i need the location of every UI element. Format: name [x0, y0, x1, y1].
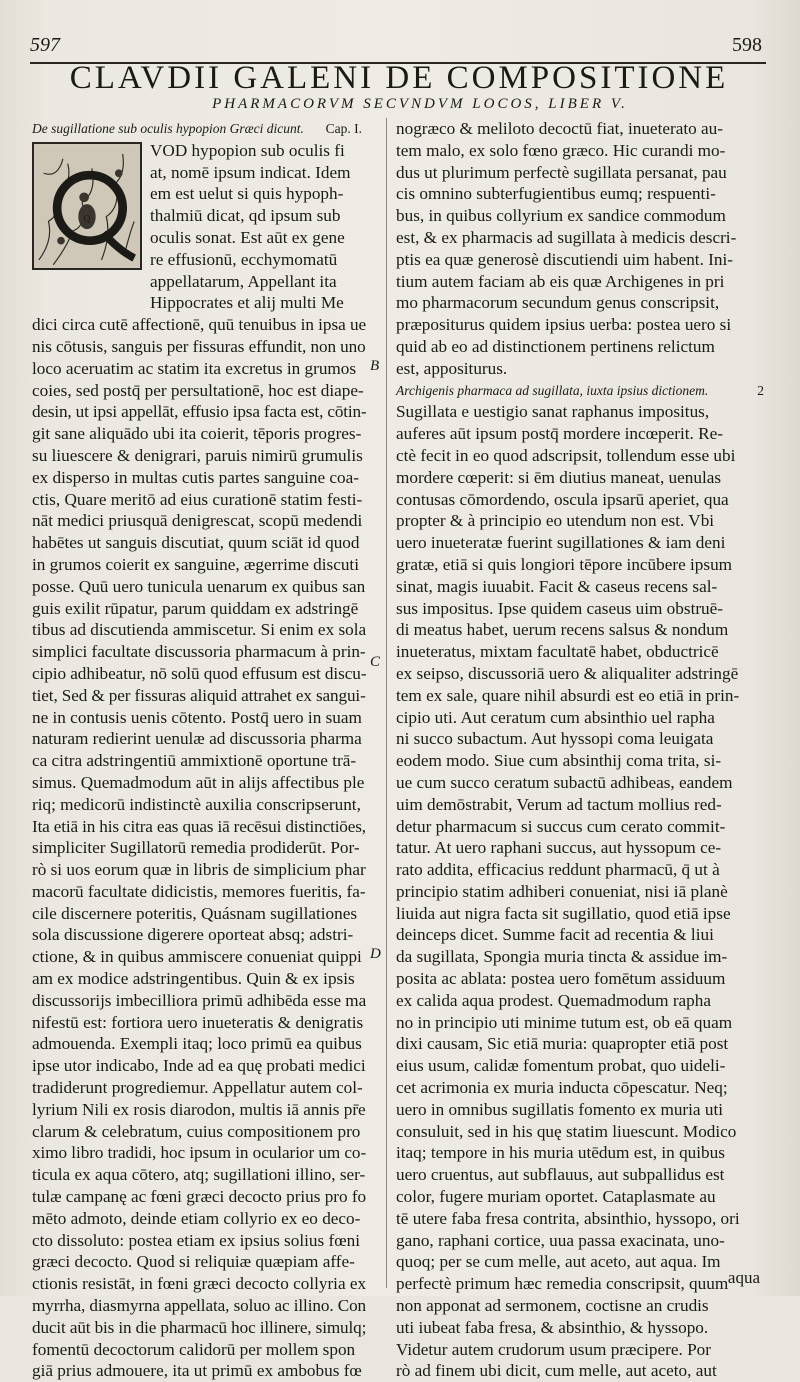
text-line: uero cruentus, aut subflauus, aut subpallidus est: [396, 1165, 725, 1185]
text-line: consuluit, sed in his quę statim liuescunt. Modico: [396, 1121, 737, 1141]
text-line: uim demōstrabit, Verum ad tactum mollius red-: [396, 794, 722, 814]
text-line: clarum & celebratum, cuius compositionem pro: [32, 1121, 361, 1141]
text-line: ducit aūt bis in die pharmacū hoc illinere, simulq;: [32, 1317, 366, 1337]
text-line: ex seipso, discussoriā uero & aliqualiter adstringē: [396, 663, 739, 683]
left-page-number: 597: [30, 34, 60, 56]
column-divider: [386, 118, 387, 1288]
text-line: cis omnino subterfugientibus eumq; respuenti-: [396, 184, 716, 204]
text-line: tē utere faba fresa contrita, absinthio, hyssopo, ori: [396, 1208, 740, 1228]
text-line: da sugillata, Spongia muria tincta & assidue im-: [396, 947, 728, 967]
text-line: oculis sonat. Est aūt ex gene: [150, 227, 345, 247]
text-line: sus impositus. Ipse quidem caseus uim obstruē-: [396, 598, 724, 618]
text-line: uero inueteratæ fuerint sugillationes & iam deni: [396, 533, 726, 553]
text-line: cto dissoluto: postea etiam ex ipsius solius fœni: [32, 1230, 360, 1250]
text-line: dixi causam, Sic etiā muria: quapropter etiā post: [396, 1034, 729, 1054]
text-line: ne in contusis uenis cōtento. Postq̄ uero in suam: [32, 707, 362, 727]
text-line: appellatarum, Appellant ita: [150, 271, 337, 291]
text-line: coies, sed postq̄ per persultationē, hoc est diape-: [32, 380, 364, 400]
text-line: guis exilit rūpatur, parum quiddam ex adstringē: [32, 598, 359, 618]
text-line: quid ab eo ad distinctionem pertinens relictum: [396, 336, 715, 356]
text-line: cipio uti. Aut ceratum cum absinthio uel rapha: [396, 707, 715, 727]
text-line: gratæ, etiā si quis longiori tēpore incūbere ipsum: [396, 554, 733, 574]
text-line: eodem modo. Siue cum absinthij coma trita, si-: [396, 751, 722, 771]
text-line: uti iubeat faba fresa, & absinthio, & hyssopo.: [396, 1317, 709, 1337]
text-line: non apponat ad sermonem, coctisne an crudis: [396, 1296, 709, 1316]
section-rubric: [396, 380, 768, 402]
text-line: simus. Quemadmodum aūt in alijs affectibus ple: [32, 772, 365, 792]
text-line: desin, ut ipsi appellāt, effusio ipsa facta est, cōtin-: [32, 402, 366, 422]
text-line: simplici facultate discussoria pharmacum à prin-: [32, 642, 366, 662]
text-line: Sugillata e uestigio sanat raphanus impositus,: [396, 402, 710, 422]
text-line: deinceps dicet. Summe facit ad recentia & liui: [396, 925, 714, 945]
text-line: ex calida aqua prodest. Quemadmodum rapha: [396, 990, 711, 1010]
text-line: nifestū est: fortiora uero inueteratis & denigratis: [32, 1012, 364, 1032]
text-line: detur pharmacum si succus cum cerato commit-: [396, 816, 726, 836]
text-line: re effusionū, ecchymomatū: [150, 249, 338, 269]
text-line: am ex modice adstringentibus. Quin & ex ipsis: [32, 969, 355, 989]
text-line: ipse utor indicabo, Inde ad ea quę probati medici: [32, 1056, 366, 1076]
text-line: ctè fecit in eo quod adscripsit, tollendum esse ubi: [396, 445, 736, 465]
text-line: cipio adhibeatur, nō solū quod effusum est discu-: [32, 663, 366, 683]
text-line: naturam redierint uenulæ ad discussoria pharma: [32, 729, 362, 749]
text-line: bus, in quibus collyrium ex sandice commodum: [396, 206, 726, 226]
book-subtitle: PHARMACORVM SECVNDVM LOCOS, LIBER V.: [212, 96, 628, 112]
text-line: cile discernere poteritis, Quásnam sugillationes: [32, 903, 358, 923]
text-line: VOD hypopion sub oculis fi: [150, 140, 345, 160]
text-line: ex disperso in multas cutis partes sanguine coa-: [32, 467, 359, 487]
text-line: in grumos coierit ex sanguine, ægerrime discuti: [32, 554, 359, 574]
text-line: sola discussione digerere oporteat absq; adstri-: [32, 925, 354, 945]
text-line: nogræco & meliloto decoctū fiat, inueterato au-: [396, 119, 723, 138]
text-line: admouenda. Exempli itaq; loco primū ea quibus: [32, 1034, 362, 1054]
text-line: ctionis resistāt, in fœni græci decocto collyria ex: [32, 1274, 366, 1294]
left-column: [32, 118, 366, 1382]
text-line: lyrium Nili ex rosis diarodon, multis iā annis pr̄e: [32, 1099, 366, 1119]
text-line: mo pharmacorum secundum genus conscripsit,: [396, 293, 720, 313]
text-line: fomentū decoctorum calidorū per mollem spon: [32, 1339, 356, 1359]
right-body-lines-a: [396, 118, 768, 380]
text-line: myrrha, diasmyrna appellata, soluo ac illino. Con: [32, 1296, 366, 1316]
text-line: tem malo, ex solo fœno græco. Hic curandi mo-: [396, 140, 726, 160]
catchword: aqua: [727, 1268, 760, 1287]
right-column: [396, 118, 768, 1382]
text-line: tem ex sale, quare nihil absurdi est eo etiā in prin-: [396, 685, 740, 705]
text-line: mēto admoto, deinde etiam collyrio ex eo deco-: [32, 1208, 361, 1228]
text-line: tulæ campanę ac fœni græci decocto prius pro fo: [32, 1187, 366, 1207]
text-line: at, nomē ipsum indicat. Idem: [150, 162, 351, 182]
text-line: perfectè primum hæc remedia conscripsit, quum: [396, 1274, 729, 1294]
text-line: græci decocto. Quod si reliquiæ quæpiam affe-: [32, 1252, 355, 1272]
text-line: em est uelut si quis hypoph-: [150, 184, 344, 204]
text-line: est, & ex pharmacis ad sugillata à medicis descri-: [396, 227, 737, 247]
svg-text:Q: Q: [83, 213, 91, 225]
margin-letter-c: C: [370, 654, 381, 670]
text-line: rato addita, efficacius reddunt pharmacū, q̄ ut à: [396, 860, 720, 880]
text-line: habētes ut sanguis discutiat, quum sciāt id quod: [32, 533, 360, 553]
section-rubric-text: Archigenis pharmaca ad sugillata, iuxta ipsius dictionem.: [396, 382, 709, 398]
text-line: contusas cōmordendo, oscula ipsarū aperiet, qua: [396, 489, 729, 509]
text-line: simpliciter Sugillatorū remedia prodiderūt. Por-: [32, 838, 360, 858]
text-line: ca citra adstringentiū ammixtionē oportune trā-: [32, 751, 357, 771]
text-line: ue cum succo ceratum subactū adhibeas, eandem: [396, 772, 733, 792]
text-line: ni succo subactum. Aut hyssopi coma leuigata: [396, 729, 714, 749]
text-line: no in principio uti minime tutum est, ob eā quam: [396, 1012, 733, 1032]
left-body-lines: [32, 314, 366, 1382]
text-line: auferes aūt ipsum postq̄ mordere incœperit. Re-: [396, 424, 723, 444]
text-line: propter & à principio eo utendum non est. Vbi: [396, 511, 715, 531]
text-line: rò ad finem ubi dicit, cum melle, aut aceto, aut: [396, 1361, 717, 1381]
text-line: dus ut plurimum perfectè sugillata persanat, pau: [396, 162, 727, 182]
decorated-initial-q: [32, 142, 142, 270]
text-line: Ita etiā in his citra eas quas iā recēsui distinctiōes,: [32, 816, 366, 836]
text-line: est, appositurus.: [396, 358, 508, 378]
text-line: di meatus habet, uerum recens salsus & nondum: [396, 620, 729, 640]
text-line: discussorijs imbecilliora primū adhibēda esse ma: [32, 990, 366, 1010]
chapter-rubric: [32, 118, 366, 140]
text-line: ptis ea quæ generosè discutiendi uim habent. Ini-: [396, 249, 733, 269]
chapter-number: Cap. I.: [325, 121, 362, 136]
text-line: posita ac ablata: postea uero fomētum assiduum: [396, 969, 726, 989]
text-line: principio statim adhiberi conueniat, nisi iā planè: [396, 881, 728, 901]
text-line: nāt medici priusquā denigrescat, scopū medendi: [32, 511, 363, 531]
text-line: nis cōtusis, sanguis per fissuras effundit, non uno: [32, 336, 366, 356]
book-title: CLAVDII GALENI DE COMPOSITIONE: [69, 60, 729, 96]
text-line: gano, raphani cortice, uua passa exacinata, uno-: [396, 1230, 725, 1250]
text-line: riq; medicorū indistinctè auxilia conscripserunt,: [32, 794, 361, 814]
text-line: eius usum, calidæ fomentum probat, quo uideli-: [396, 1056, 726, 1076]
text-line: quoq; per se cum melle, aut aceto, aut aqua. Im: [396, 1252, 721, 1272]
text-line: mordere cœperit: si ēm diutius maneat, uenulas: [396, 467, 722, 487]
text-line: dici circa cutē affectionē, quū tenuibus in ipsa ue: [32, 315, 366, 335]
text-line: ctione, & in quibus ammiscere conueniat quippi: [32, 947, 362, 967]
text-line: præpositurus quidem ipsius uerba: postea uero si: [396, 315, 732, 335]
text-line: ctis, Quare meritō ad eius curationē statim festi-: [32, 489, 363, 509]
text-line: liuida aut nigra facta sit sugillatio, quod etiā ipse: [396, 903, 731, 923]
text-line: tradiderunt progrediemur. Appellatur autem col-: [32, 1078, 363, 1098]
text-line: color, fugere muriam oportet. Cataplasmate au: [396, 1187, 716, 1207]
chapter-rubric-text: De sugillatione sub oculis hypopion Græci dicunt.: [32, 121, 304, 136]
text-line: loco aceruatim ac statim ita excretus in grumos: [32, 358, 357, 378]
text-line: thalmiū dicat, qd ipsum sub: [150, 206, 341, 226]
text-line: Videtur autem crudorum usum præcipere. Por: [396, 1339, 711, 1359]
text-line: rò si uos eorum quæ in libris de simplicium phar: [32, 860, 366, 880]
text-line: tiet, Sed & per fissuras aliquid attrahet ex sangui-: [32, 685, 366, 705]
text-line: ximo libro tradidi, hoc ipsum in ocularior um co-: [32, 1143, 366, 1163]
text-line: giā prius admouere, ita ut primū ex ambobus fœ: [32, 1361, 362, 1381]
text-line: uero in omnibus sugillatis fomento ex muria uti: [396, 1099, 723, 1119]
text-line: itaq; tempore in his muria utēdum est, in quibus: [396, 1143, 725, 1163]
right-body-lines-b: [396, 401, 768, 1382]
text-line: Hippocrates et alij multi Me: [150, 293, 344, 313]
text-line: tatur. At uero raphani succus, aut hyssopum ce-: [396, 838, 722, 858]
text-line: git sane aliquādo ubi ita coierit, tēporis progres-: [32, 424, 362, 444]
right-page-number: 598: [732, 34, 762, 56]
text-line: sinat, magis iuuabit. Facit & caseus recens sal-: [396, 576, 718, 596]
text-line: inueteratus, mixtam facultatē habet, obductricē: [396, 642, 719, 662]
section-number: 2: [757, 382, 764, 398]
text-line: macorū facultate didicistis, memores fueritis, fa-: [32, 881, 366, 901]
text-line: posse. Quū uero tunicula uenarum ex quibus san: [32, 576, 366, 596]
text-line: ticula ex aqua cōtero, atq; sugillationi illino, ser-: [32, 1165, 366, 1185]
text-line: tibus ad discutienda ammiscetur. Si enim ex sola: [32, 620, 366, 640]
text-line: cet acrimonia ex muria inducta cōpescatur. Neq;: [396, 1078, 728, 1098]
margin-letter-d: D: [370, 946, 381, 962]
text-line: su liuescere & denigrari, paruis nimirū grumulis: [32, 445, 363, 465]
text-line: tium autem faciam ab eis quæ Archigenes in pri: [396, 271, 725, 291]
woodcut-initial-icon: [34, 144, 140, 268]
margin-letter-b: B: [370, 358, 380, 374]
